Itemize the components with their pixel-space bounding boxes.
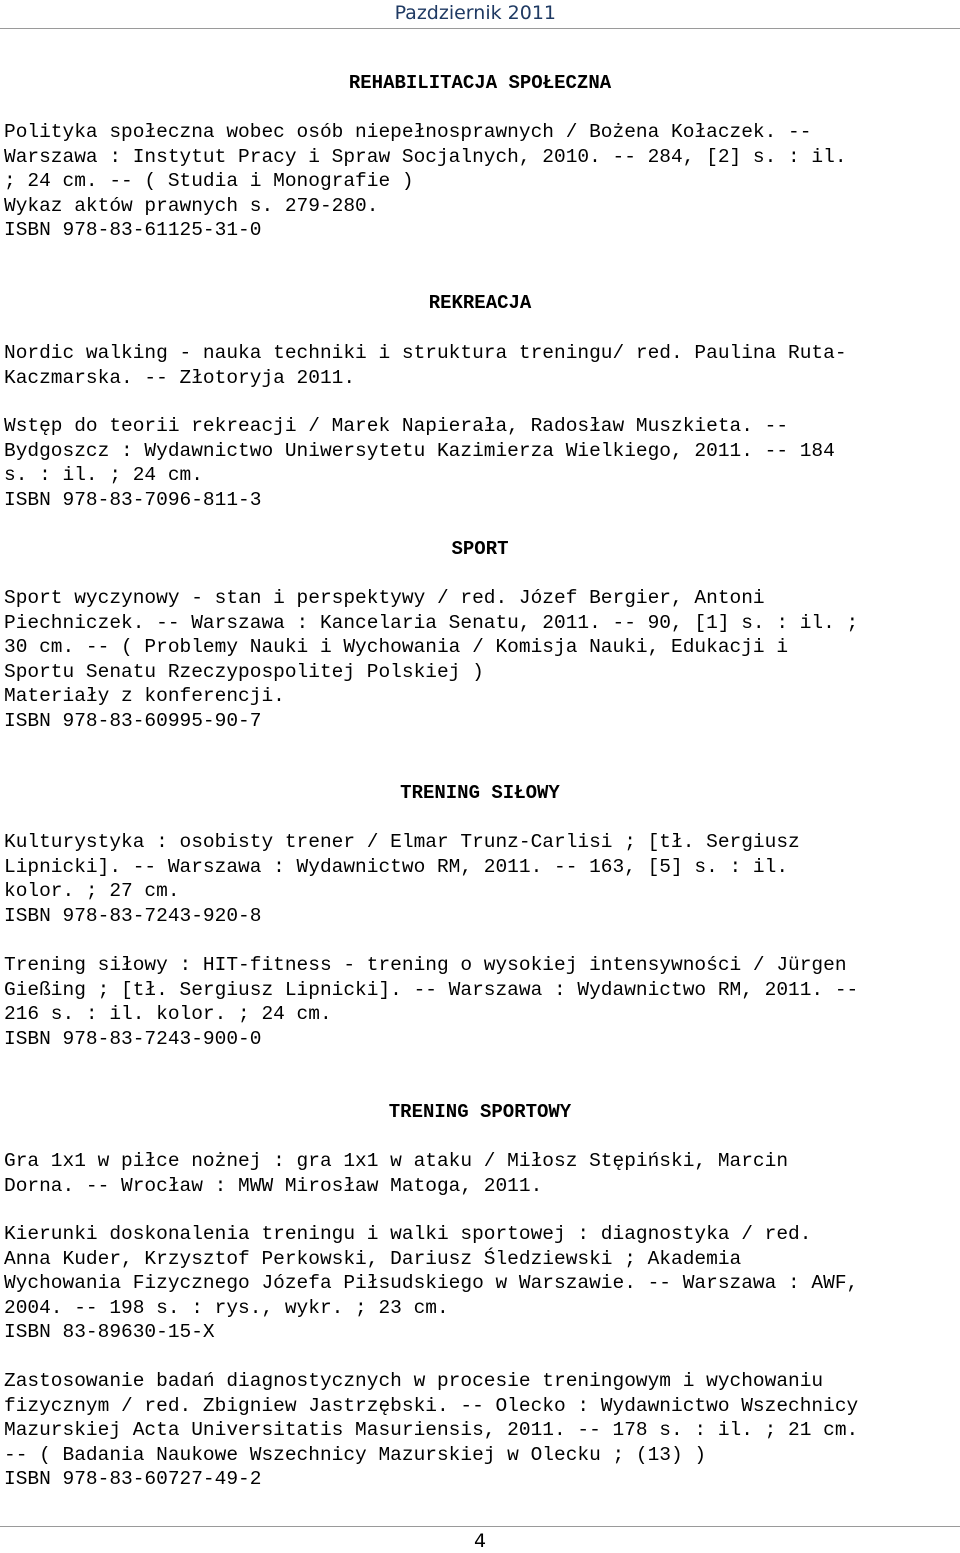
entry-line: ISBN 978-83-7096-811-3 <box>4 488 262 511</box>
entry-line: ISBN 978-83-7243-920-8 <box>4 904 262 927</box>
entry-line: fizycznym / red. Zbigniew Jastrzębski. -- Olecko : Wydawnictwo Wszechnicy <box>4 1394 859 1417</box>
entry-line: ; 24 cm. -- ( Studia i Monografie ) <box>4 170 414 192</box>
entry-line: Bydgoszcz : Wydawnictwo Uniwersytetu Kazimierza Wielkiego, 2011. -- 184 <box>4 439 835 462</box>
entry-line: Piechniczek. -- Warszawa : Kancelaria Senatu, 2011. -- 90, [1] s. : il. ; <box>4 611 859 634</box>
entry-line: 2004. -- 198 s. : rys., wykr. ; 23 cm. <box>4 1296 449 1319</box>
entry-line: Mazurskiej Acta Universitatis Masuriensis, 2011. -- 178 s. : il. ; 21 cm. <box>4 1419 859 1441</box>
bibliography-entry <box>4 341 954 390</box>
header-title: Pazdziernik 2011 <box>394 2 556 24</box>
section-heading-rekreacja: REKREACJA <box>428 292 532 314</box>
section-heading-sport: SPORT <box>451 538 509 560</box>
entry-line: Sport wyczynowy - stan i perspektywy / red. Józef Bergier, Antoni <box>4 587 765 609</box>
section-heading-rehabilitacja: REHABILITACJA SPOŁECZNA <box>348 72 612 94</box>
entry-line: 30 cm. -- ( Problemy Nauki i Wychowania / Komisja Nauki, Edukacji i <box>4 636 789 658</box>
entry-line: Kulturystyka : osobisty trener / Elmar Trunz-Carlisi ; [tł. Sergiusz <box>4 831 800 853</box>
entry-line: s. : il. ; 24 cm. <box>4 464 203 486</box>
entry-line: Wychowania Fizycznego Józefa Piłsudskiego w Warszawie. -- Warszawa : AWF, <box>4 1272 859 1294</box>
entry-line: Kaczmarska. -- Złotoryja 2011. <box>4 366 356 389</box>
entry-line: Lipnicki]. -- Warszawa : Wydawnictwo RM, 2011. -- 163, [5] s. : il. <box>4 855 789 878</box>
entry-line: Wstęp do teorii rekreacji / Marek Napierała, Radosław Muszkieta. -- <box>4 415 789 437</box>
bibliography-entry <box>4 1222 954 1345</box>
bibliography-entry <box>4 586 954 733</box>
entry-line: ISBN 978-83-60727-49-2 <box>4 1468 262 1490</box>
entry-line: Wykaz aktów prawnych s. 279-280. <box>4 194 379 217</box>
entry-line: ISBN 978-83-7243-900-0 <box>4 1027 262 1050</box>
entry-line: Zastosowanie badań diagnostycznych w procesie treningowym i wychowaniu <box>4 1370 824 1392</box>
entry-line: Gießing ; [tł. Sergiusz Lipnicki]. -- Warszawa : Wydawnictwo RM, 2011. -- <box>4 978 859 1001</box>
entry-line: -- ( Badania Naukowe Wszechnicy Mazurskiej w Olecku ; (13) ) <box>4 1443 707 1466</box>
entry-line: Polityka społeczna wobec osób niepełnosprawnych / Bożena Kołaczek. -- <box>4 121 812 143</box>
entry-line: kolor. ; 27 cm. <box>4 880 180 902</box>
entry-line: Dorna. -- Wrocław : MWW Mirosław Matoga, 2011. <box>4 1174 543 1197</box>
footer-divider <box>0 1526 960 1527</box>
bibliography-entry <box>4 414 954 512</box>
entry-line: Gra 1x1 w piłce nożnej : gra 1x1 w ataku / Miłosz Stępiński, Marcin <box>4 1150 789 1172</box>
section-heading-trening-sportowy: TRENING SPORTOWY <box>388 1101 572 1123</box>
bibliography-entry <box>4 1369 954 1492</box>
entry-line: Kierunki doskonalenia treningu i walki sportowej : diagnostyka / red. <box>4 1223 812 1245</box>
page-header <box>0 0 960 29</box>
bibliography-entry <box>4 953 954 1051</box>
entry-line: ISBN 978-83-61125-31-0 <box>4 219 262 241</box>
section-heading-trening-silowy: TRENING SIŁOWY <box>400 782 560 804</box>
bibliography-entry <box>4 120 954 243</box>
entry-line: ISBN 83-89630-15-X <box>4 1321 215 1343</box>
entry-line: ISBN 978-83-60995-90-7 <box>4 709 262 732</box>
entry-line: 216 s. : il. kolor. ; 24 cm. <box>4 1003 332 1025</box>
entry-line: Nordic walking - nauka techniki i struktura treningu/ red. Paulina Ruta- <box>4 342 847 364</box>
entry-line: Materiały z konferencji. <box>4 685 285 707</box>
entry-line: Anna Kuder, Krzysztof Perkowski, Dariusz Śledziewski ; Akademia <box>4 1247 742 1270</box>
page-number: 4 <box>473 1530 487 1552</box>
entry-line: Trening siłowy : HIT-fitness - trening o wysokiej intensywności / Jürgen <box>4 954 847 976</box>
bibliography-entry <box>4 830 954 928</box>
entry-line: Sportu Senatu Rzeczypospolitej Polskiej ) <box>4 660 484 683</box>
entry-line: Warszawa : Instytut Pracy i Spraw Socjalnych, 2010. -- 284, [2] s. : il. <box>4 145 847 168</box>
bibliography-entry <box>4 1149 954 1198</box>
